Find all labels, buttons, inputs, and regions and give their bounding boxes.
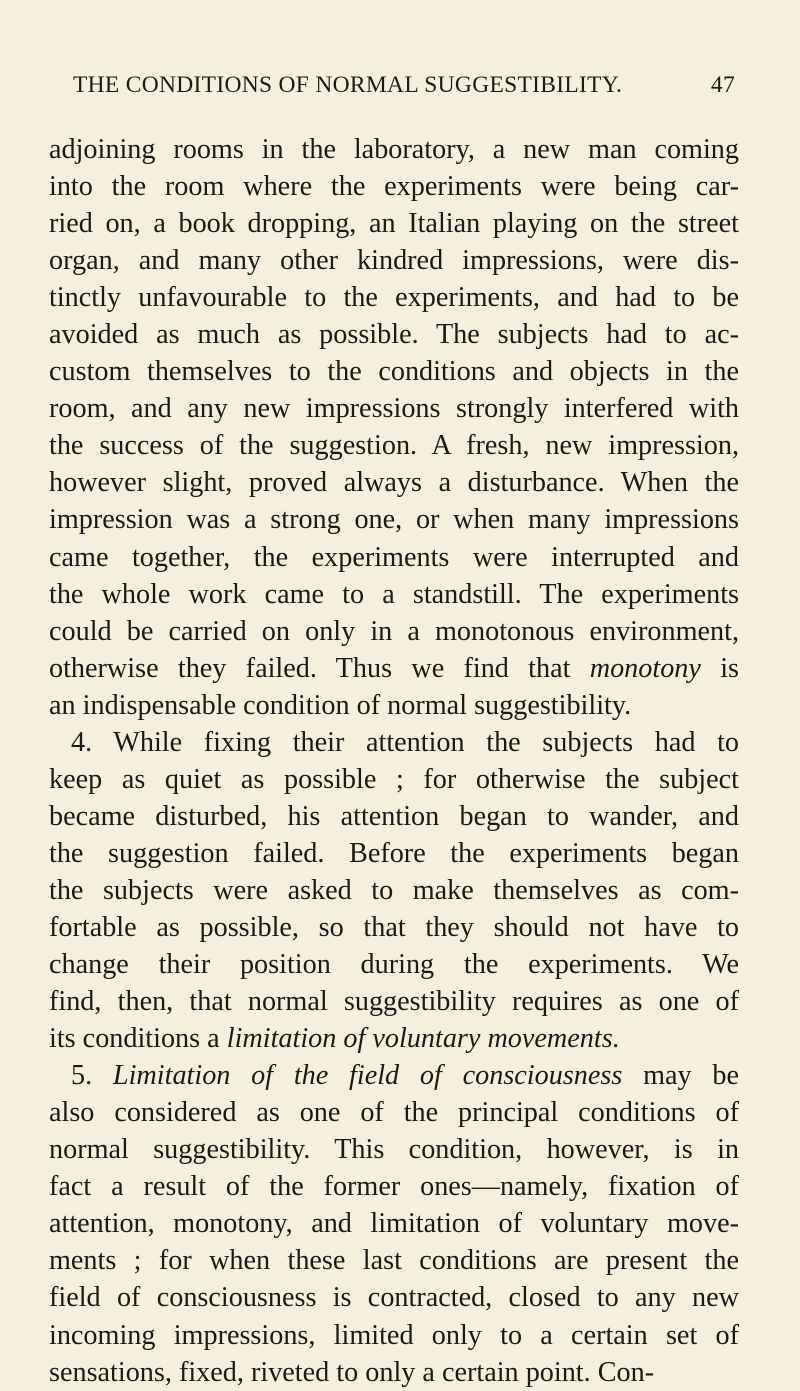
text-line: custom themselves to the conditions and objects in the [49,356,739,388]
text-segment: may be [622,1060,739,1092]
text-line: an indispensable condition of normal suggestibility. [49,689,632,721]
text-line [49,1057,739,1094]
text-line: tinctly unfavourable to the experiments, and had to be [49,282,739,314]
text-line: the success of the suggestion. A fresh, new impression, [49,430,739,462]
text-line [49,1020,739,1057]
text-line: normal suggestibility. This condition, however, is in [49,1134,739,1166]
text-line: incoming impressions, limited only to a certain set of [49,1319,739,1351]
text-line: the suggestion failed. Before the experiments began [49,837,739,869]
text-line: sensations, fixed, riveted to only a certain point. Con- [49,1356,655,1388]
page-number: 47 [710,72,735,98]
text-line: fact a result of the former ones—namely, fixation of [49,1171,739,1203]
emphasis-limitation-field: Limitation of the field of consciousness [112,1060,623,1092]
text-segment: 5. [71,1060,113,1092]
text-line: field of consciousness is contracted, closed to any new [49,1282,739,1314]
text-segment: its conditions a [49,1023,227,1055]
text-line: find, then, that normal suggestibility requires as one of [49,986,739,1018]
text-line: the whole work came to a standstill. The experiments [49,578,739,610]
text-segment: is [700,652,739,684]
text-line: became disturbed, his attention began to wander, and [49,800,739,832]
emphasis-limitation: limitation of voluntary movements. [226,1023,620,1055]
running-title: THE CONDITIONS OF NORMAL SUGGESTIBILITY. [73,72,623,98]
text-line: 4. While fixing their attention the subjects had to [71,726,739,758]
text-line [49,650,739,687]
text-line: impression was a strong one, or when many impressions [49,504,739,536]
running-head [73,72,735,102]
emphasis-monotony: monotony [589,652,701,684]
text-line: adjoining rooms in the laboratory, a new man coming [49,134,739,165]
text-line: fortable as possible, so that they should not have to [49,911,739,943]
text-line: however slight, proved always a disturbance. When the [49,467,739,499]
text-line: room, and any new impressions strongly interfered with [49,393,739,425]
body-text [49,131,739,1391]
text-line: avoided as much as possible. The subjects had to ac- [49,319,739,351]
text-line: into the room where the experiments were being car- [49,171,739,203]
text-line: organ, and many other kindred impressions, were dis- [49,245,739,277]
text-segment: otherwise they failed. Thus we find that [49,652,590,684]
text-line: could be carried on only in a monotonous environment, [49,615,739,647]
text-line: ments ; for when these last conditions are present the [49,1245,739,1277]
text-line: keep as quiet as possible ; for otherwise the subject [49,763,739,795]
text-line: the subjects were asked to make themselves as com- [49,874,739,906]
text-line: change their position during the experiments. We [49,949,739,981]
text-line: ried on, a book dropping, an Italian playing on the street [49,208,739,240]
text-line: came together, the experiments were interrupted and [49,541,739,573]
text-line: attention, monotony, and limitation of voluntary move- [49,1208,739,1240]
text-line: also considered as one of the principal conditions of [49,1097,739,1129]
